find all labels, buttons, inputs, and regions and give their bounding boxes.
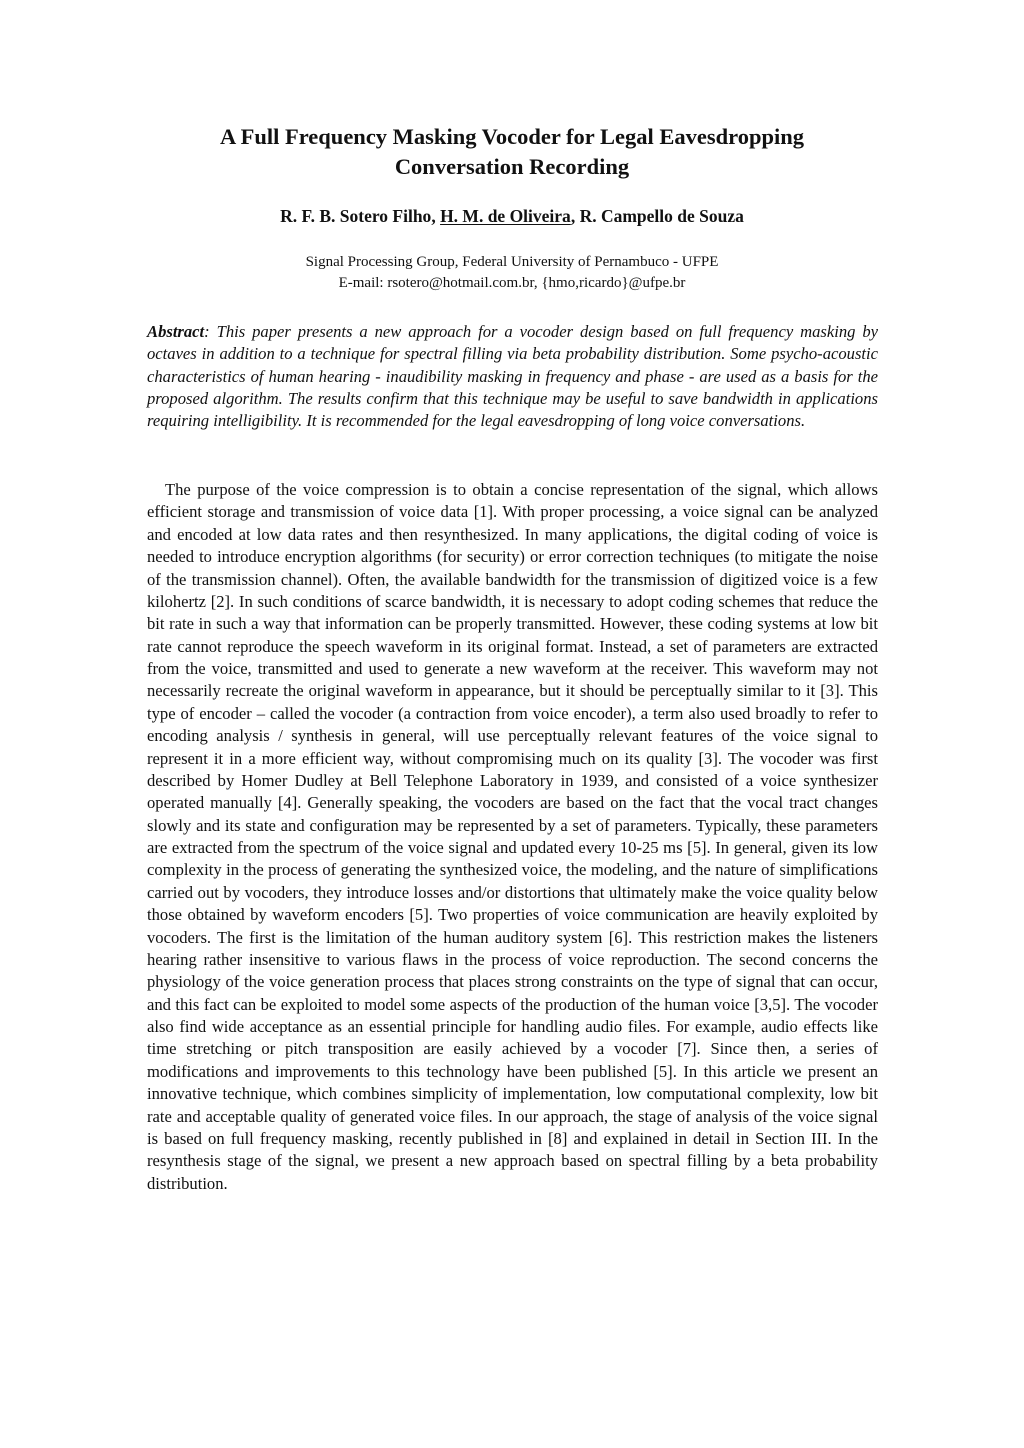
author-list (100, 204, 924, 228)
paper-title (120, 122, 904, 182)
abstract-text: : This paper presents a new approach for a vocoder design based on full frequency masking by octaves in addition to a technique for spectral filling via beta probability distribution. Some psycho-acoustic characteristics of human hearing - inaudibility masking in frequency and phase - are used as a basis for the proposed algorithm. The results confirm that this technique may be useful to save bandwidth in applications requiring intelligibility. It is recommended for the legal eavesdropping of long voice conversations. (147, 322, 878, 431)
affiliation: Signal Processing Group, Federal University of Pernambuco - UFPE (305, 254, 719, 270)
body-paragraph: The purpose of the voice compression is to obtain a concise representation of the signal, which allows efficient storage and transmission of voice data [1]. With proper processing, a voice signal can be analyzed and encoded at low data rates and then resynthesized. In many applications, the digital coding of voice is needed to introduce encryption algorithms (for security) or error correction techniques (to mitigate the noise of the transmission channel). Often, the available bandwidth for the transmission of digitized voice is a few kilohertz [2]. In such conditions of scarce bandwidth, it is necessary to adopt coding schemes that reduce the bit rate in such a way that information can be properly transmitted. However, these coding systems at low bit rate cannot reproduce the speech waveform in its original format. Instead, a set of parameters are extracted from the voice, transmitted and used to generate a new waveform at the receiver. This waveform may not necessarily recreate the original waveform in appearance, but it should be perceptually similar to it [3]. This type of encoder – called the vocoder (a contraction from voice encoder), a term also used broadly to refer to encoding analysis / synthesis in general, will use perceptually relevant features of the voice signal to represent it in a more efficient way, without compromising much on its quality [3]. The vocoder was first described by Homer Dudley at Bell Telephone Laboratory in 1939, and consisted of a voice synthesizer operated manually [4]. Generally speaking, the vocoders are based on the fact that the vocal tract changes slowly and its state and configuration may be represented by a set of parameters. Typically, these parameters are extracted from the spectrum of the voice signal and updated every 10-25 ms [5]. In general, given its low complexity in the process of generating the synthesized voice, the modeling, and the nature of simplifications carried out by vocoders, they introduce losses and/or distortions that ultimately make the voice quality below those obtained by waveform encoders [5]. Two properties of voice communication are heavily exploited by vocoders. The first is the limitation of the human auditory system [6]. This restriction makes the listeners hearing rather insensitive to various flaws in the process of voice reproduction. The second concerns the physiology of the voice generation process that places strong constraints on the type of signal that can occur, and this fact can be exploited to model some aspects of the production of the human voice [3,5]. The vocoder also find wide acceptance as an essential principle for handling audio files. For example, audio effects like time stretching or pitch transposition are easily achieved by a vocoder [7]. Since then, a series of modifications and improvements to this technology have been published [5]. In this article we present an innovative technique, which combines simplicity of implementation, low computational complexity, low bit rate and acceptable quality of generated voice files. In our approach, the stage of analysis of the voice signal is based on full frequency masking, recently published in [8] and explained in detail in Section III. In the resynthesis stage of the signal, we present a new approach based on spectral filling by a beta probability distribution. (147, 480, 878, 1193)
email-line: E-mail: rsotero@hotmail.com.br, {hmo,ricardo}@ufpe.br (338, 275, 686, 291)
title-line-2: Conversation Recording (394, 154, 630, 179)
author-separator-2: , (570, 206, 580, 226)
author-2: H. M. de Oliveira (440, 206, 571, 226)
title-line-1: A Full Frequency Masking Vocoder for Legal Eavesdropping (219, 124, 805, 149)
abstract-label: Abstract (147, 322, 205, 341)
author-separator-1: , (431, 206, 441, 226)
author-1: R. F. B. Sotero Filho (280, 206, 432, 226)
affiliation-block (100, 252, 924, 294)
abstract (147, 321, 878, 432)
author-3: R. Campello de Souza (579, 206, 744, 226)
